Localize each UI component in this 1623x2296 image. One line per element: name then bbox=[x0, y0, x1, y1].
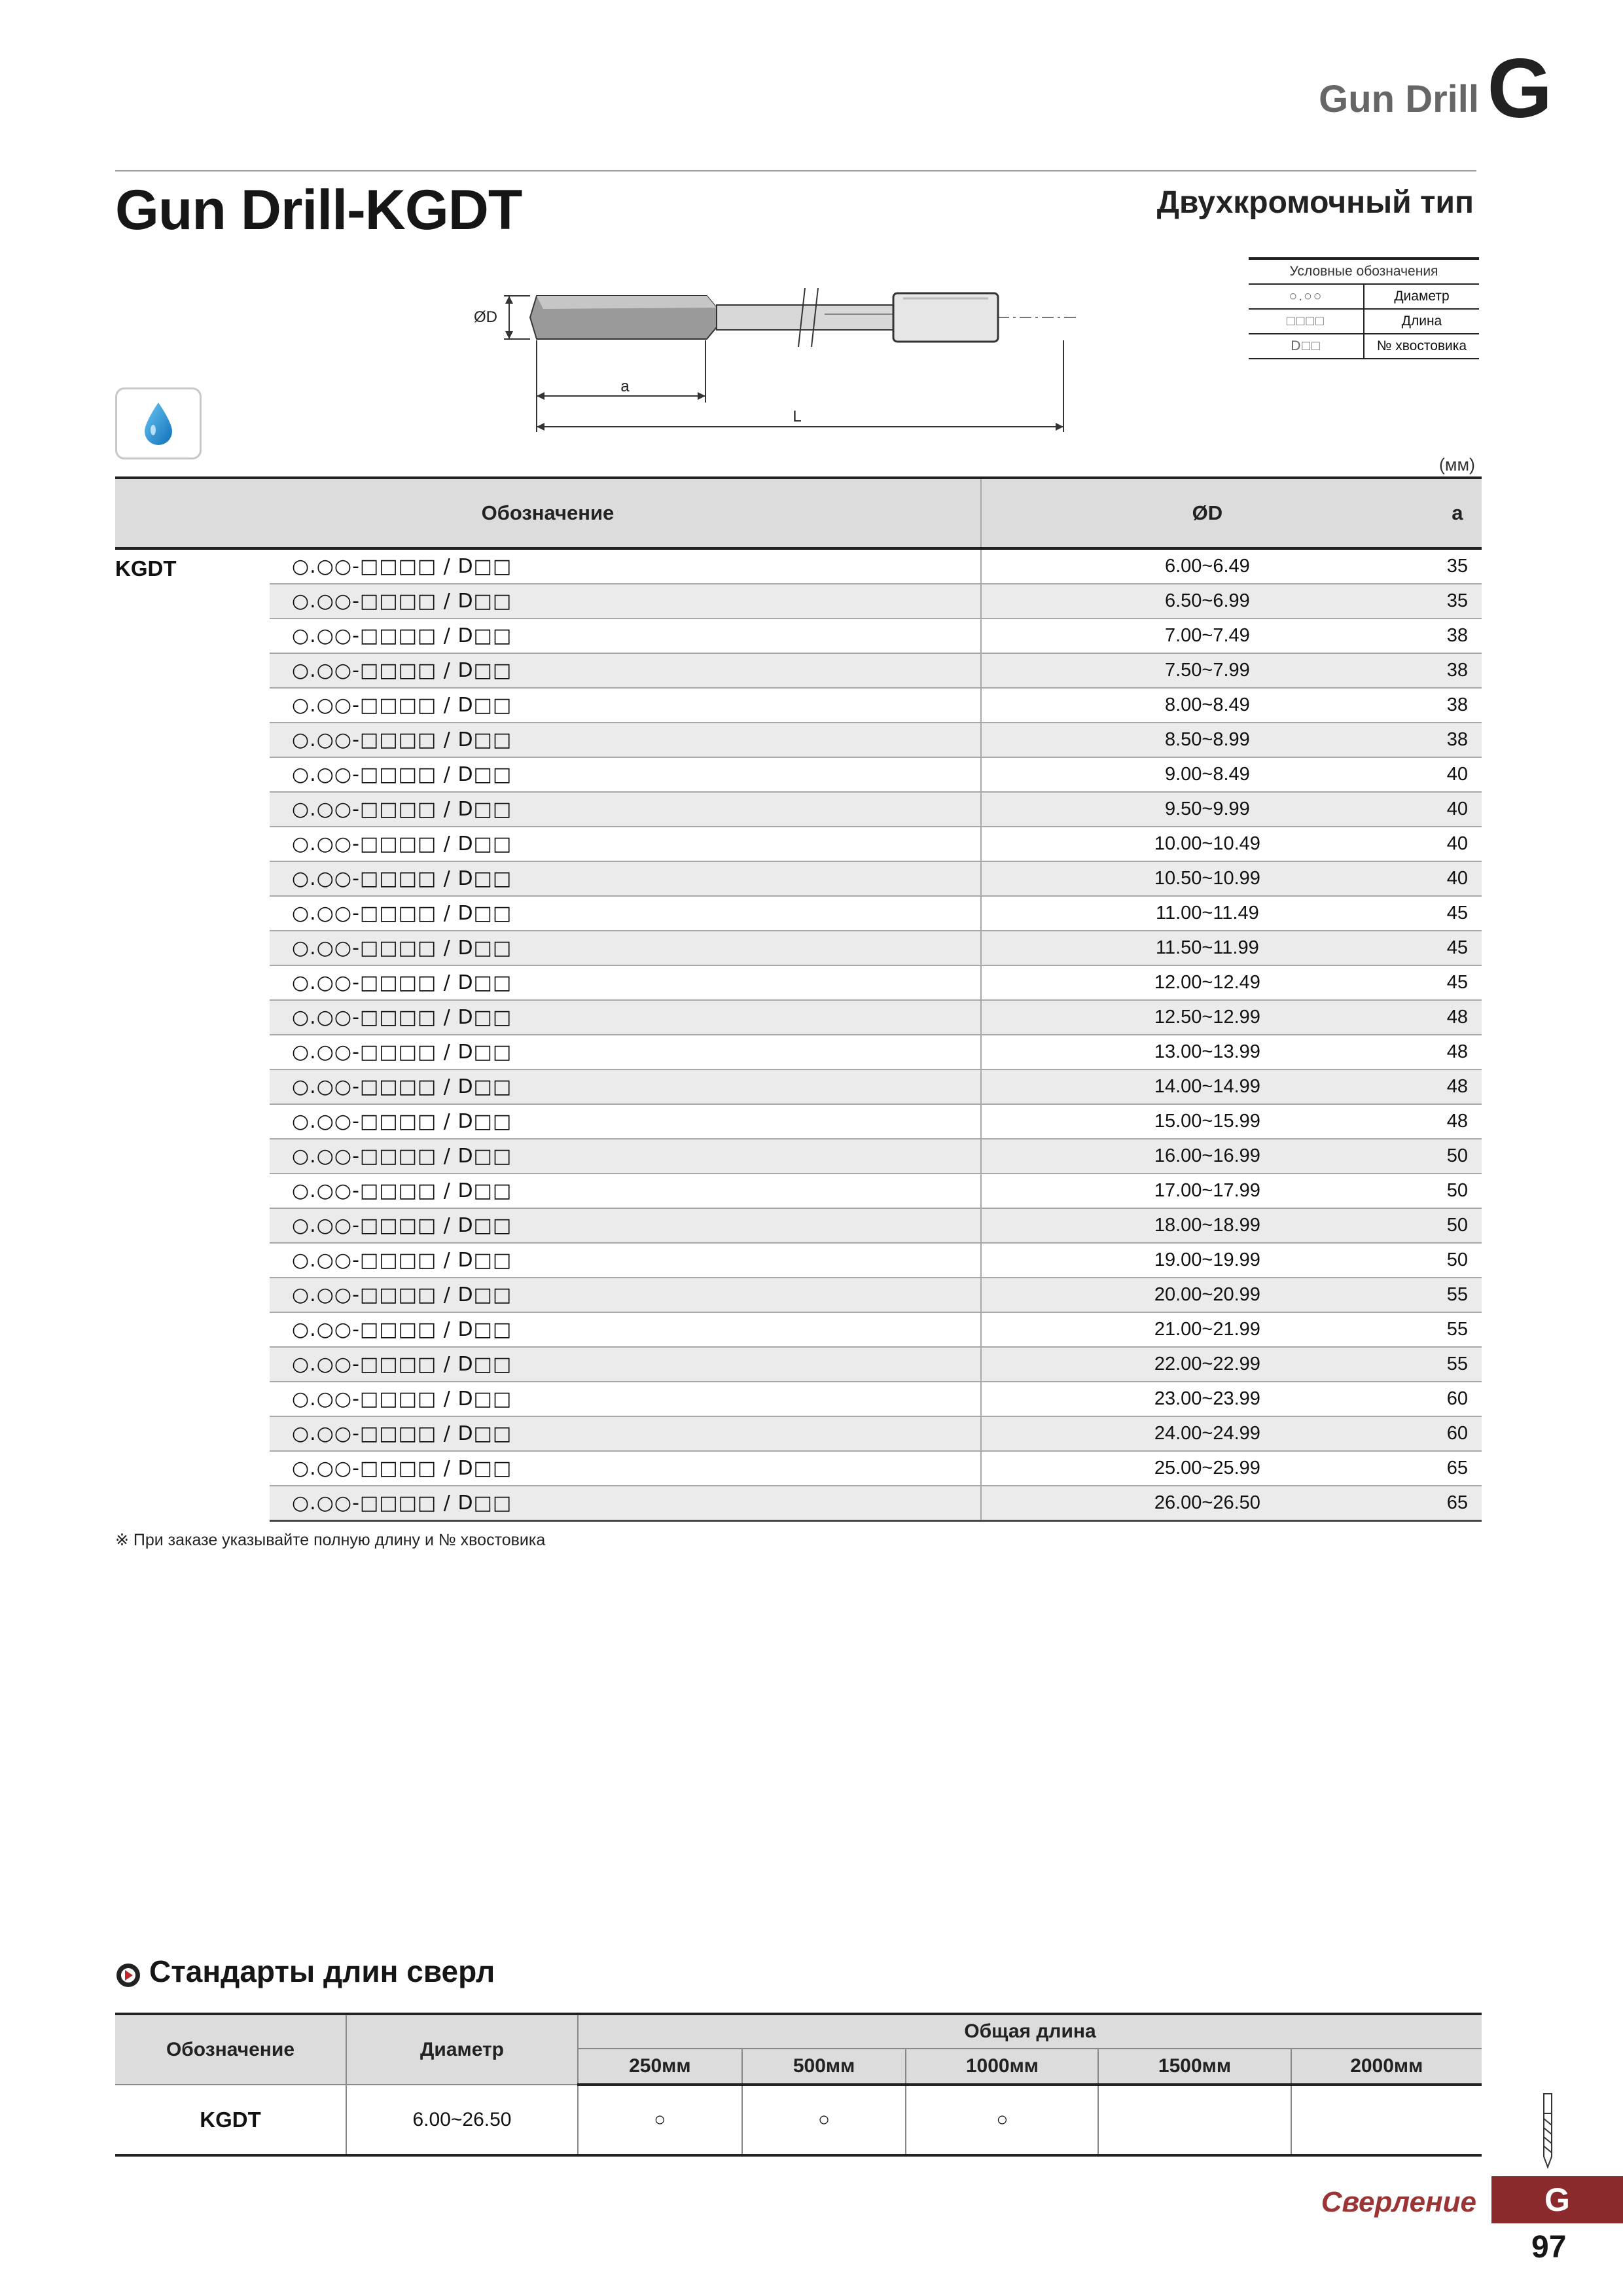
designation-cell: ○.○○-□□□□ / D□□ bbox=[270, 1069, 981, 1104]
a-cell: 40 bbox=[1433, 792, 1482, 827]
a-cell: 45 bbox=[1433, 965, 1482, 1000]
table-row bbox=[115, 548, 1482, 584]
a-cell: 38 bbox=[1433, 688, 1482, 723]
diameter-cell: 7.50~7.99 bbox=[981, 653, 1433, 688]
series-label: KGDT bbox=[115, 556, 177, 581]
a-cell: 48 bbox=[1433, 1035, 1482, 1069]
designation-cell: ○.○○-□□□□ / D□□ bbox=[270, 965, 981, 1000]
designation-cell: ○.○○-□□□□ / D□□ bbox=[270, 861, 981, 896]
designation-cell: ○.○○-□□□□ / D□□ bbox=[270, 619, 981, 653]
table-row bbox=[115, 896, 1482, 931]
table-row bbox=[115, 1069, 1482, 1104]
diameter-cell: 18.00~18.99 bbox=[981, 1208, 1433, 1243]
table-row bbox=[115, 584, 1482, 619]
diameter-cell: 6.50~6.99 bbox=[981, 584, 1433, 619]
diameter-cell: 8.50~8.99 bbox=[981, 723, 1433, 757]
a-cell: 65 bbox=[1433, 1451, 1482, 1486]
designation-cell: ○.○○-□□□□ / D□□ bbox=[270, 688, 981, 723]
designation-cell: ○.○○-□□□□ / D□□ bbox=[270, 1312, 981, 1347]
diameter-cell: 23.00~23.99 bbox=[981, 1382, 1433, 1416]
a-cell: 45 bbox=[1433, 896, 1482, 931]
table-row bbox=[115, 1486, 1482, 1521]
diameter-cell: 24.00~24.99 bbox=[981, 1416, 1433, 1451]
spec-table bbox=[115, 476, 1482, 1522]
a-cell: 50 bbox=[1433, 1208, 1482, 1243]
a-cell: 48 bbox=[1433, 1000, 1482, 1035]
table-row bbox=[115, 1451, 1482, 1486]
designation-cell: ○.○○-□□□□ / D□□ bbox=[270, 1451, 981, 1486]
diameter-cell: 9.00~8.49 bbox=[981, 757, 1433, 792]
len-header-250: 250мм bbox=[578, 2049, 742, 2085]
table-row bbox=[115, 1382, 1482, 1416]
diameter-cell: 9.50~9.99 bbox=[981, 792, 1433, 827]
a-cell: 50 bbox=[1433, 1243, 1482, 1278]
a-cell: 40 bbox=[1433, 827, 1482, 861]
designation-cell: ○.○○-□□□□ / D□□ bbox=[270, 1243, 981, 1278]
a-cell: 65 bbox=[1433, 1486, 1482, 1521]
section-letter: G bbox=[1487, 42, 1552, 135]
legend-meaning: Длина bbox=[1364, 309, 1479, 334]
diameter-cell: 12.50~12.99 bbox=[981, 1000, 1433, 1035]
diameter-cell: 11.00~11.49 bbox=[981, 896, 1433, 931]
table-row bbox=[115, 1104, 1482, 1139]
diameter-cell: 14.00~14.99 bbox=[981, 1069, 1433, 1104]
len-avail-1500 bbox=[1098, 2085, 1291, 2155]
designation-cell: ○.○○-□□□□ / D□□ bbox=[270, 1035, 981, 1069]
diameter-cell: 16.00~16.99 bbox=[981, 1139, 1433, 1174]
table-row bbox=[115, 1139, 1482, 1174]
table-row bbox=[115, 757, 1482, 792]
length-standards-heading: Стандарты длин сверл bbox=[149, 1954, 495, 1988]
footer-section-tab: G bbox=[1491, 2176, 1623, 2223]
designation-cell: ○.○○-□□□□ / D□□ bbox=[270, 792, 981, 827]
designation-cell: ○.○○-□□□□ / D□□ bbox=[270, 1104, 981, 1139]
designation-cell: ○.○○-□□□□ / D□□ bbox=[270, 548, 981, 584]
a-cell: 40 bbox=[1433, 861, 1482, 896]
diameter-cell: 25.00~25.99 bbox=[981, 1451, 1433, 1486]
len-avail-250: ○ bbox=[578, 2085, 742, 2155]
table-row bbox=[115, 723, 1482, 757]
designation-cell: ○.○○-□□□□ / D□□ bbox=[270, 1416, 981, 1451]
diameter-cell: 10.00~10.49 bbox=[981, 827, 1433, 861]
header-a: a bbox=[1433, 478, 1482, 548]
a-cell: 35 bbox=[1433, 548, 1482, 584]
len-header-1000: 1000мм bbox=[906, 2049, 1098, 2085]
len-header-designation: Обозначение bbox=[115, 2014, 346, 2085]
a-cell: 60 bbox=[1433, 1382, 1482, 1416]
designation-cell: ○.○○-□□□□ / D□□ bbox=[270, 1347, 981, 1382]
legend-symbol: D□□ bbox=[1249, 334, 1364, 359]
section-name: Gun Drill bbox=[1319, 78, 1479, 120]
len-avail-1000: ○ bbox=[906, 2085, 1098, 2155]
a-cell: 38 bbox=[1433, 619, 1482, 653]
a-cell: 35 bbox=[1433, 584, 1482, 619]
table-row bbox=[115, 1035, 1482, 1069]
a-cell: 48 bbox=[1433, 1069, 1482, 1104]
table-row bbox=[115, 1243, 1482, 1278]
table-row bbox=[115, 827, 1482, 861]
designation-cell: ○.○○-□□□□ / D□□ bbox=[270, 1278, 981, 1312]
order-note: ※ При заказе указывайте полную длину и № хвостовика bbox=[115, 1531, 546, 1549]
legend-title: Условные обозначения bbox=[1249, 259, 1479, 284]
diameter-cell: 22.00~22.99 bbox=[981, 1347, 1433, 1382]
diameter-cell: 11.50~11.99 bbox=[981, 931, 1433, 965]
a-cell: 55 bbox=[1433, 1312, 1482, 1347]
diameter-cell: 8.00~8.49 bbox=[981, 688, 1433, 723]
diameter-cell: 12.00~12.49 bbox=[981, 965, 1433, 1000]
a-cell: 55 bbox=[1433, 1347, 1482, 1382]
designation-cell: ○.○○-□□□□ / D□□ bbox=[270, 896, 981, 931]
a-cell: 38 bbox=[1433, 653, 1482, 688]
designation-cell: ○.○○-□□□□ / D□□ bbox=[270, 653, 981, 688]
length-standards-table bbox=[115, 2013, 1482, 2157]
table-row bbox=[115, 861, 1482, 896]
header-rule bbox=[115, 170, 1476, 171]
diameter-label: ØD bbox=[474, 308, 497, 326]
header-diameter: ØD bbox=[981, 478, 1433, 548]
table-row bbox=[115, 1000, 1482, 1035]
water-drop-icon bbox=[142, 401, 175, 447]
a-cell: 55 bbox=[1433, 1278, 1482, 1312]
symbol-legend bbox=[1249, 257, 1479, 359]
designation-cell: ○.○○-□□□□ / D□□ bbox=[270, 1486, 981, 1521]
table-row bbox=[115, 619, 1482, 653]
diameter-cell: 26.00~26.50 bbox=[981, 1486, 1433, 1521]
designation-cell: ○.○○-□□□□ / D□□ bbox=[270, 584, 981, 619]
diameter-cell: 6.00~6.49 bbox=[981, 548, 1433, 584]
designation-cell: ○.○○-□□□□ / D□□ bbox=[270, 827, 981, 861]
len-header-2000: 2000мм bbox=[1291, 2049, 1482, 2085]
table-row bbox=[115, 653, 1482, 688]
table-row bbox=[115, 1347, 1482, 1382]
drill-icon bbox=[1538, 2091, 1558, 2170]
len-avail-500: ○ bbox=[742, 2085, 906, 2155]
legend-symbol: □□□□ bbox=[1249, 309, 1364, 334]
a-cell: 38 bbox=[1433, 723, 1482, 757]
len-header-1500: 1500мм bbox=[1098, 2049, 1291, 2085]
unit-label: (мм) bbox=[1438, 455, 1475, 475]
designation-cell: ○.○○-□□□□ / D□□ bbox=[270, 1174, 981, 1208]
type-label: Двухкромочный тип bbox=[1156, 185, 1474, 220]
len-diameter: 6.00~26.50 bbox=[346, 2085, 578, 2155]
a-cell: 48 bbox=[1433, 1104, 1482, 1139]
a-cell: 50 bbox=[1433, 1139, 1482, 1174]
a-cell: 45 bbox=[1433, 931, 1482, 965]
coolant-badge bbox=[115, 387, 202, 459]
legend-meaning: № хвостовика bbox=[1364, 334, 1479, 359]
diameter-cell: 19.00~19.99 bbox=[981, 1243, 1433, 1278]
table-row bbox=[115, 965, 1482, 1000]
designation-cell: ○.○○-□□□□ / D□□ bbox=[270, 1000, 981, 1035]
a-cell: 60 bbox=[1433, 1416, 1482, 1451]
drill-diagram bbox=[458, 262, 1113, 439]
diameter-cell: 7.00~7.49 bbox=[981, 619, 1433, 653]
footer-category: Сверление bbox=[1321, 2186, 1476, 2218]
len-series: KGDT bbox=[115, 2085, 346, 2155]
a-label: a bbox=[620, 378, 630, 395]
diameter-cell: 15.00~15.99 bbox=[981, 1104, 1433, 1139]
designation-cell: ○.○○-□□□□ / D□□ bbox=[270, 931, 981, 965]
spec-table-body bbox=[115, 548, 1482, 1521]
table-row bbox=[115, 792, 1482, 827]
table-row bbox=[115, 1312, 1482, 1347]
designation-cell: ○.○○-□□□□ / D□□ bbox=[270, 1139, 981, 1174]
legend-symbol: ○.○○ bbox=[1249, 284, 1364, 309]
designation-cell: ○.○○-□□□□ / D□□ bbox=[270, 1382, 981, 1416]
table-row bbox=[115, 688, 1482, 723]
diameter-cell: 13.00~13.99 bbox=[981, 1035, 1433, 1069]
a-cell: 50 bbox=[1433, 1174, 1482, 1208]
designation-cell: ○.○○-□□□□ / D□□ bbox=[270, 1208, 981, 1243]
len-header-500: 500мм bbox=[742, 2049, 906, 2085]
diameter-cell: 10.50~10.99 bbox=[981, 861, 1433, 896]
len-header-total: Общая длина bbox=[578, 2014, 1482, 2049]
diameter-cell: 21.00~21.99 bbox=[981, 1312, 1433, 1347]
table-row bbox=[115, 1174, 1482, 1208]
table-row bbox=[115, 1208, 1482, 1243]
diameter-cell: 20.00~20.99 bbox=[981, 1278, 1433, 1312]
table-row bbox=[115, 1416, 1482, 1451]
len-header-diameter: Диаметр bbox=[346, 2014, 578, 2085]
table-row bbox=[115, 931, 1482, 965]
l-label: L bbox=[793, 408, 802, 425]
designation-cell: ○.○○-□□□□ / D□□ bbox=[270, 757, 981, 792]
table-row bbox=[115, 1278, 1482, 1312]
header-designation: Обозначение bbox=[115, 478, 981, 548]
legend-meaning: Диаметр bbox=[1364, 284, 1479, 309]
designation-cell: ○.○○-□□□□ / D□□ bbox=[270, 723, 981, 757]
a-cell: 40 bbox=[1433, 757, 1482, 792]
page-number: 97 bbox=[1531, 2230, 1567, 2265]
page-title: Gun Drill-KGDT bbox=[115, 179, 522, 242]
diameter-cell: 17.00~17.99 bbox=[981, 1174, 1433, 1208]
len-avail-2000 bbox=[1291, 2085, 1482, 2155]
section-arrow-icon bbox=[115, 1962, 141, 1988]
